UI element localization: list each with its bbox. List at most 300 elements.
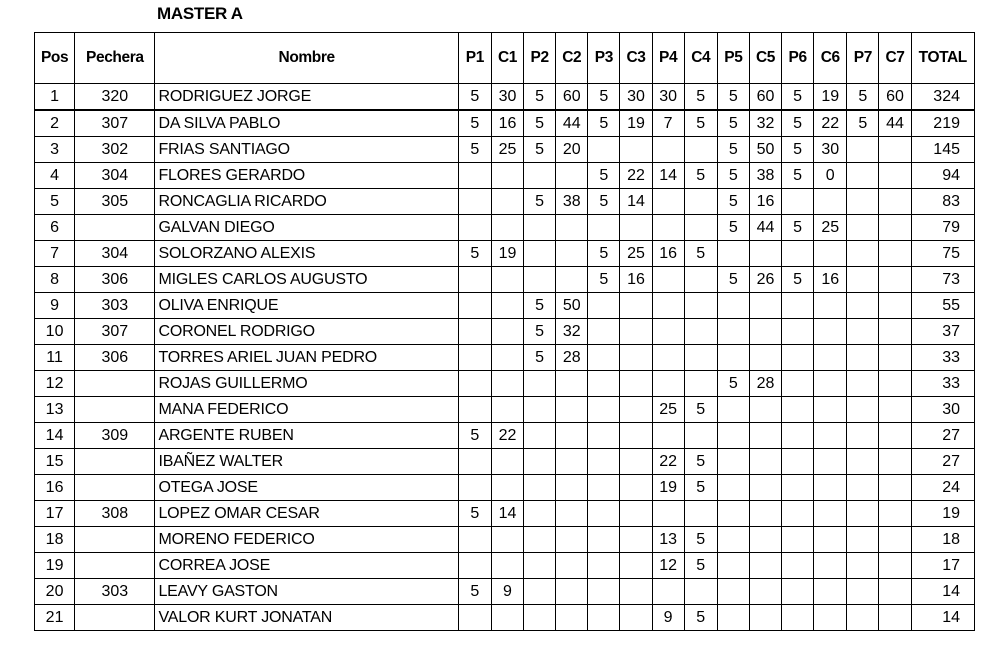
score-cell-c2 — [556, 215, 588, 241]
nombre-cell: OLIVA ENRIQUE — [155, 293, 458, 319]
score-cell-c4 — [684, 371, 717, 397]
score-cell-c3: 14 — [620, 189, 652, 215]
score-cell-c5: 32 — [749, 110, 781, 137]
score-cell-c7 — [879, 553, 911, 579]
score-cell-p2 — [524, 553, 556, 579]
score-cell-p6 — [782, 501, 814, 527]
pechera-cell — [75, 527, 155, 553]
nombre-cell: FRIAS SANTIAGO — [155, 137, 458, 163]
score-cell-p2: 5 — [524, 293, 556, 319]
score-cell-p5 — [717, 397, 749, 423]
score-cell-c2: 20 — [556, 137, 588, 163]
score-cell-c2 — [556, 241, 588, 267]
score-cell-c3 — [620, 345, 652, 371]
score-cell-c6 — [814, 371, 847, 397]
score-cell-c7 — [879, 137, 911, 163]
column-header-c4: C4 — [684, 33, 717, 84]
score-cell-p6 — [782, 579, 814, 605]
score-cell-p2 — [524, 241, 556, 267]
score-cell-c5 — [749, 423, 781, 449]
score-cell-p5: 5 — [717, 189, 749, 215]
score-cell-p7: 5 — [847, 110, 879, 137]
score-cell-p5: 5 — [717, 371, 749, 397]
score-cell-p2: 5 — [524, 345, 556, 371]
score-cell-c5: 26 — [749, 267, 781, 293]
pechera-cell: 306 — [75, 267, 155, 293]
score-cell-c4: 5 — [684, 397, 717, 423]
score-cell-c7 — [879, 241, 911, 267]
nombre-cell: MORENO FEDERICO — [155, 527, 458, 553]
table-row — [35, 137, 975, 163]
score-cell-c5: 60 — [749, 84, 781, 111]
score-cell-c3: 30 — [620, 84, 652, 111]
score-cell-c1 — [491, 215, 523, 241]
score-cell-p2 — [524, 397, 556, 423]
table-row — [35, 189, 975, 215]
nombre-cell: IBAÑEZ WALTER — [155, 449, 458, 475]
pechera-cell — [75, 215, 155, 241]
score-cell-c2: 28 — [556, 345, 588, 371]
score-cell-p7 — [847, 579, 879, 605]
score-cell-c7 — [879, 397, 911, 423]
pechera-cell: 303 — [75, 293, 155, 319]
score-cell-c4: 5 — [684, 241, 717, 267]
score-cell-c2 — [556, 553, 588, 579]
score-cell-c2 — [556, 579, 588, 605]
score-cell-c7: 44 — [879, 110, 911, 137]
pos-cell: 21 — [35, 605, 75, 631]
score-cell-c5 — [749, 345, 781, 371]
score-cell-p3 — [588, 215, 620, 241]
score-cell-p1: 5 — [458, 84, 491, 111]
score-cell-c2 — [556, 267, 588, 293]
score-cell-c7 — [879, 449, 911, 475]
table-row — [35, 605, 975, 631]
nombre-cell: RODRIGUEZ JORGE — [155, 84, 458, 111]
score-cell-c3 — [620, 527, 652, 553]
score-cell-p1 — [458, 163, 491, 189]
pechera-cell: 306 — [75, 345, 155, 371]
score-cell-p5 — [717, 319, 749, 345]
score-cell-p3: 5 — [588, 241, 620, 267]
score-cell-c5: 44 — [749, 215, 781, 241]
pechera-cell: 305 — [75, 189, 155, 215]
nombre-cell: DA SILVA PABLO — [155, 110, 458, 137]
score-cell-c3 — [620, 605, 652, 631]
score-cell-p2: 5 — [524, 84, 556, 111]
score-cell-c4: 5 — [684, 84, 717, 111]
total-cell: 73 — [911, 267, 974, 293]
score-cell-c4: 5 — [684, 605, 717, 631]
score-cell-p1 — [458, 215, 491, 241]
score-cell-p1 — [458, 553, 491, 579]
score-cell-p4: 7 — [652, 110, 684, 137]
nombre-cell: CORREA JOSE — [155, 553, 458, 579]
score-cell-c4 — [684, 423, 717, 449]
score-cell-c2: 38 — [556, 189, 588, 215]
score-cell-c5 — [749, 501, 781, 527]
score-cell-c1 — [491, 397, 523, 423]
table-row — [35, 267, 975, 293]
total-cell: 33 — [911, 371, 974, 397]
table-row — [35, 527, 975, 553]
score-cell-p6 — [782, 319, 814, 345]
score-cell-p1: 5 — [458, 423, 491, 449]
score-cell-c7 — [879, 475, 911, 501]
score-cell-p3 — [588, 605, 620, 631]
pos-cell: 4 — [35, 163, 75, 189]
score-cell-p3 — [588, 475, 620, 501]
nombre-cell: ARGENTE RUBEN — [155, 423, 458, 449]
column-header-nombre: Nombre — [155, 33, 458, 84]
score-cell-p4: 25 — [652, 397, 684, 423]
score-cell-c5: 16 — [749, 189, 781, 215]
score-cell-p6 — [782, 527, 814, 553]
score-cell-p4 — [652, 267, 684, 293]
score-cell-p1: 5 — [458, 501, 491, 527]
score-cell-c7 — [879, 371, 911, 397]
score-cell-p7 — [847, 527, 879, 553]
column-header-p7: P7 — [847, 33, 879, 84]
pechera-cell — [75, 371, 155, 397]
score-cell-c4 — [684, 293, 717, 319]
score-cell-c1 — [491, 163, 523, 189]
score-cell-p5: 5 — [717, 84, 749, 111]
column-header-p2: P2 — [524, 33, 556, 84]
score-cell-c1 — [491, 293, 523, 319]
score-cell-c1 — [491, 449, 523, 475]
score-cell-p5: 5 — [717, 163, 749, 189]
table-row — [35, 319, 975, 345]
score-cell-c6 — [814, 423, 847, 449]
score-cell-p7 — [847, 371, 879, 397]
pechera-cell — [75, 449, 155, 475]
score-cell-c1: 16 — [491, 110, 523, 137]
total-cell: 55 — [911, 293, 974, 319]
score-cell-p3 — [588, 527, 620, 553]
score-cell-p1 — [458, 449, 491, 475]
column-header-p1: P1 — [458, 33, 491, 84]
score-cell-p3 — [588, 553, 620, 579]
total-cell: 37 — [911, 319, 974, 345]
column-header-p4: P4 — [652, 33, 684, 84]
total-cell: 94 — [911, 163, 974, 189]
pechera-cell: 303 — [75, 579, 155, 605]
score-cell-c6: 25 — [814, 215, 847, 241]
pos-cell: 9 — [35, 293, 75, 319]
score-cell-p7 — [847, 215, 879, 241]
score-cell-p2: 5 — [524, 319, 556, 345]
total-cell: 145 — [911, 137, 974, 163]
column-header-p3: P3 — [588, 33, 620, 84]
total-cell: 17 — [911, 553, 974, 579]
table-row — [35, 501, 975, 527]
score-cell-p4: 9 — [652, 605, 684, 631]
score-cell-p6: 5 — [782, 215, 814, 241]
pos-cell: 7 — [35, 241, 75, 267]
score-cell-p2 — [524, 501, 556, 527]
score-cell-p4 — [652, 501, 684, 527]
score-cell-p6 — [782, 605, 814, 631]
table-row — [35, 579, 975, 605]
score-cell-c6 — [814, 449, 847, 475]
score-cell-p5 — [717, 241, 749, 267]
score-cell-p1 — [458, 319, 491, 345]
column-header-c6: C6 — [814, 33, 847, 84]
score-cell-c4 — [684, 267, 717, 293]
column-header-p5: P5 — [717, 33, 749, 84]
nombre-cell: MANA FEDERICO — [155, 397, 458, 423]
score-cell-c3 — [620, 293, 652, 319]
score-cell-p3 — [588, 423, 620, 449]
score-cell-c1 — [491, 553, 523, 579]
score-cell-p7 — [847, 319, 879, 345]
pos-cell: 14 — [35, 423, 75, 449]
score-cell-c1: 14 — [491, 501, 523, 527]
pos-cell: 8 — [35, 267, 75, 293]
score-cell-p5 — [717, 579, 749, 605]
score-cell-p4 — [652, 371, 684, 397]
score-cell-p7 — [847, 163, 879, 189]
score-cell-c3 — [620, 449, 652, 475]
pos-cell: 10 — [35, 319, 75, 345]
pechera-cell: 307 — [75, 110, 155, 137]
table-row — [35, 423, 975, 449]
score-cell-p2 — [524, 605, 556, 631]
pechera-cell — [75, 397, 155, 423]
score-cell-c7 — [879, 267, 911, 293]
score-cell-p1 — [458, 527, 491, 553]
score-cell-c3 — [620, 501, 652, 527]
score-cell-p2: 5 — [524, 189, 556, 215]
score-cell-c4: 5 — [684, 449, 717, 475]
column-header-pos: Pos — [35, 33, 75, 84]
score-cell-c1: 19 — [491, 241, 523, 267]
pos-cell: 19 — [35, 553, 75, 579]
score-cell-p1 — [458, 371, 491, 397]
score-cell-c1 — [491, 371, 523, 397]
score-cell-c4: 5 — [684, 475, 717, 501]
score-cell-c6 — [814, 189, 847, 215]
nombre-cell: OTEGA JOSE — [155, 475, 458, 501]
score-cell-c4 — [684, 319, 717, 345]
score-cell-c2 — [556, 423, 588, 449]
score-cell-c4 — [684, 345, 717, 371]
score-cell-c2 — [556, 501, 588, 527]
score-cell-p3 — [588, 293, 620, 319]
score-cell-p7 — [847, 553, 879, 579]
score-cell-p7 — [847, 397, 879, 423]
score-cell-c1 — [491, 527, 523, 553]
score-cell-p7: 5 — [847, 84, 879, 111]
score-cell-p4: 16 — [652, 241, 684, 267]
score-cell-p7 — [847, 137, 879, 163]
score-cell-p4: 13 — [652, 527, 684, 553]
score-cell-p5: 5 — [717, 137, 749, 163]
score-cell-c3: 22 — [620, 163, 652, 189]
score-cell-c5 — [749, 475, 781, 501]
score-cell-p1 — [458, 267, 491, 293]
table-row — [35, 449, 975, 475]
score-cell-p7 — [847, 293, 879, 319]
score-cell-c1 — [491, 189, 523, 215]
score-cell-c4 — [684, 501, 717, 527]
score-cell-p3: 5 — [588, 163, 620, 189]
results-table — [34, 32, 975, 631]
total-cell: 27 — [911, 423, 974, 449]
score-cell-p4: 22 — [652, 449, 684, 475]
score-cell-p4: 12 — [652, 553, 684, 579]
score-cell-c3 — [620, 475, 652, 501]
score-cell-c6 — [814, 579, 847, 605]
pechera-cell — [75, 605, 155, 631]
score-cell-p6 — [782, 371, 814, 397]
total-cell: 79 — [911, 215, 974, 241]
score-cell-c1 — [491, 319, 523, 345]
table-row — [35, 241, 975, 267]
pechera-cell — [75, 553, 155, 579]
score-cell-c1 — [491, 605, 523, 631]
score-cell-c4 — [684, 579, 717, 605]
nombre-cell: GALVAN DIEGO — [155, 215, 458, 241]
score-cell-p3 — [588, 501, 620, 527]
score-cell-p7 — [847, 501, 879, 527]
score-cell-p3: 5 — [588, 267, 620, 293]
score-cell-p4 — [652, 423, 684, 449]
score-cell-p7 — [847, 345, 879, 371]
score-cell-p5: 5 — [717, 267, 749, 293]
score-cell-p2 — [524, 163, 556, 189]
table-row — [35, 345, 975, 371]
total-cell: 14 — [911, 605, 974, 631]
column-header-p6: P6 — [782, 33, 814, 84]
score-cell-p7 — [847, 241, 879, 267]
score-cell-p4 — [652, 319, 684, 345]
score-cell-p6: 5 — [782, 84, 814, 111]
pos-cell: 11 — [35, 345, 75, 371]
pos-cell: 1 — [35, 84, 75, 111]
pos-cell: 2 — [35, 110, 75, 137]
score-cell-p2 — [524, 527, 556, 553]
score-cell-c6: 0 — [814, 163, 847, 189]
score-cell-c5 — [749, 241, 781, 267]
score-cell-p3 — [588, 449, 620, 475]
total-cell: 30 — [911, 397, 974, 423]
score-cell-c3 — [620, 319, 652, 345]
nombre-cell: FLORES GERARDO — [155, 163, 458, 189]
score-cell-p4: 30 — [652, 84, 684, 111]
column-header-total: TOTAL — [911, 33, 974, 84]
score-cell-c5 — [749, 397, 781, 423]
total-cell: 219 — [911, 110, 974, 137]
score-cell-c6 — [814, 501, 847, 527]
score-cell-c5 — [749, 553, 781, 579]
score-cell-c7 — [879, 215, 911, 241]
table-row — [35, 215, 975, 241]
score-cell-p7 — [847, 189, 879, 215]
score-cell-c7 — [879, 319, 911, 345]
score-cell-c6 — [814, 241, 847, 267]
pos-cell: 6 — [35, 215, 75, 241]
score-cell-c3 — [620, 397, 652, 423]
score-cell-p1 — [458, 293, 491, 319]
score-cell-p5 — [717, 501, 749, 527]
score-cell-c2 — [556, 371, 588, 397]
score-cell-p2 — [524, 475, 556, 501]
score-cell-p1 — [458, 605, 491, 631]
pos-cell: 16 — [35, 475, 75, 501]
score-cell-c3 — [620, 215, 652, 241]
score-cell-p7 — [847, 267, 879, 293]
score-cell-p7 — [847, 449, 879, 475]
score-cell-p5: 5 — [717, 215, 749, 241]
score-cell-p2 — [524, 371, 556, 397]
column-header-pechera: Pechera — [75, 33, 155, 84]
score-cell-c4 — [684, 189, 717, 215]
score-cell-p6: 5 — [782, 110, 814, 137]
score-cell-p3 — [588, 579, 620, 605]
score-cell-c6: 19 — [814, 84, 847, 111]
score-cell-c7 — [879, 423, 911, 449]
score-cell-c6 — [814, 553, 847, 579]
nombre-cell: MIGLES CARLOS AUGUSTO — [155, 267, 458, 293]
score-cell-c7: 60 — [879, 84, 911, 111]
score-cell-p2: 5 — [524, 137, 556, 163]
table-row — [35, 163, 975, 189]
score-cell-c6: 22 — [814, 110, 847, 137]
score-cell-c6 — [814, 475, 847, 501]
score-cell-c4: 5 — [684, 110, 717, 137]
score-cell-p3 — [588, 371, 620, 397]
score-cell-c7 — [879, 579, 911, 605]
score-cell-c6 — [814, 293, 847, 319]
score-cell-c2: 44 — [556, 110, 588, 137]
score-cell-p3: 5 — [588, 110, 620, 137]
score-cell-c3 — [620, 137, 652, 163]
score-cell-p5 — [717, 345, 749, 371]
score-cell-p6 — [782, 293, 814, 319]
pos-cell: 15 — [35, 449, 75, 475]
score-cell-p4 — [652, 137, 684, 163]
nombre-cell: TORRES ARIEL JUAN PEDRO — [155, 345, 458, 371]
nombre-cell: LOPEZ OMAR CESAR — [155, 501, 458, 527]
score-cell-c5 — [749, 579, 781, 605]
score-cell-c4: 5 — [684, 553, 717, 579]
total-cell: 24 — [911, 475, 974, 501]
total-cell: 324 — [911, 84, 974, 111]
total-cell: 18 — [911, 527, 974, 553]
score-cell-c6 — [814, 605, 847, 631]
score-cell-c2 — [556, 449, 588, 475]
score-cell-c3 — [620, 371, 652, 397]
nombre-cell: LEAVY GASTON — [155, 579, 458, 605]
score-cell-c1: 25 — [491, 137, 523, 163]
score-cell-c2: 60 — [556, 84, 588, 111]
header-row — [35, 33, 975, 84]
column-header-c7: C7 — [879, 33, 911, 84]
score-cell-p4 — [652, 189, 684, 215]
score-cell-p3 — [588, 345, 620, 371]
score-cell-c7 — [879, 293, 911, 319]
table-row — [35, 110, 975, 137]
score-cell-p5 — [717, 475, 749, 501]
score-cell-p6 — [782, 553, 814, 579]
score-cell-p6 — [782, 345, 814, 371]
nombre-cell: SOLORZANO ALEXIS — [155, 241, 458, 267]
column-header-c2: C2 — [556, 33, 588, 84]
score-cell-p4 — [652, 215, 684, 241]
table-row — [35, 475, 975, 501]
